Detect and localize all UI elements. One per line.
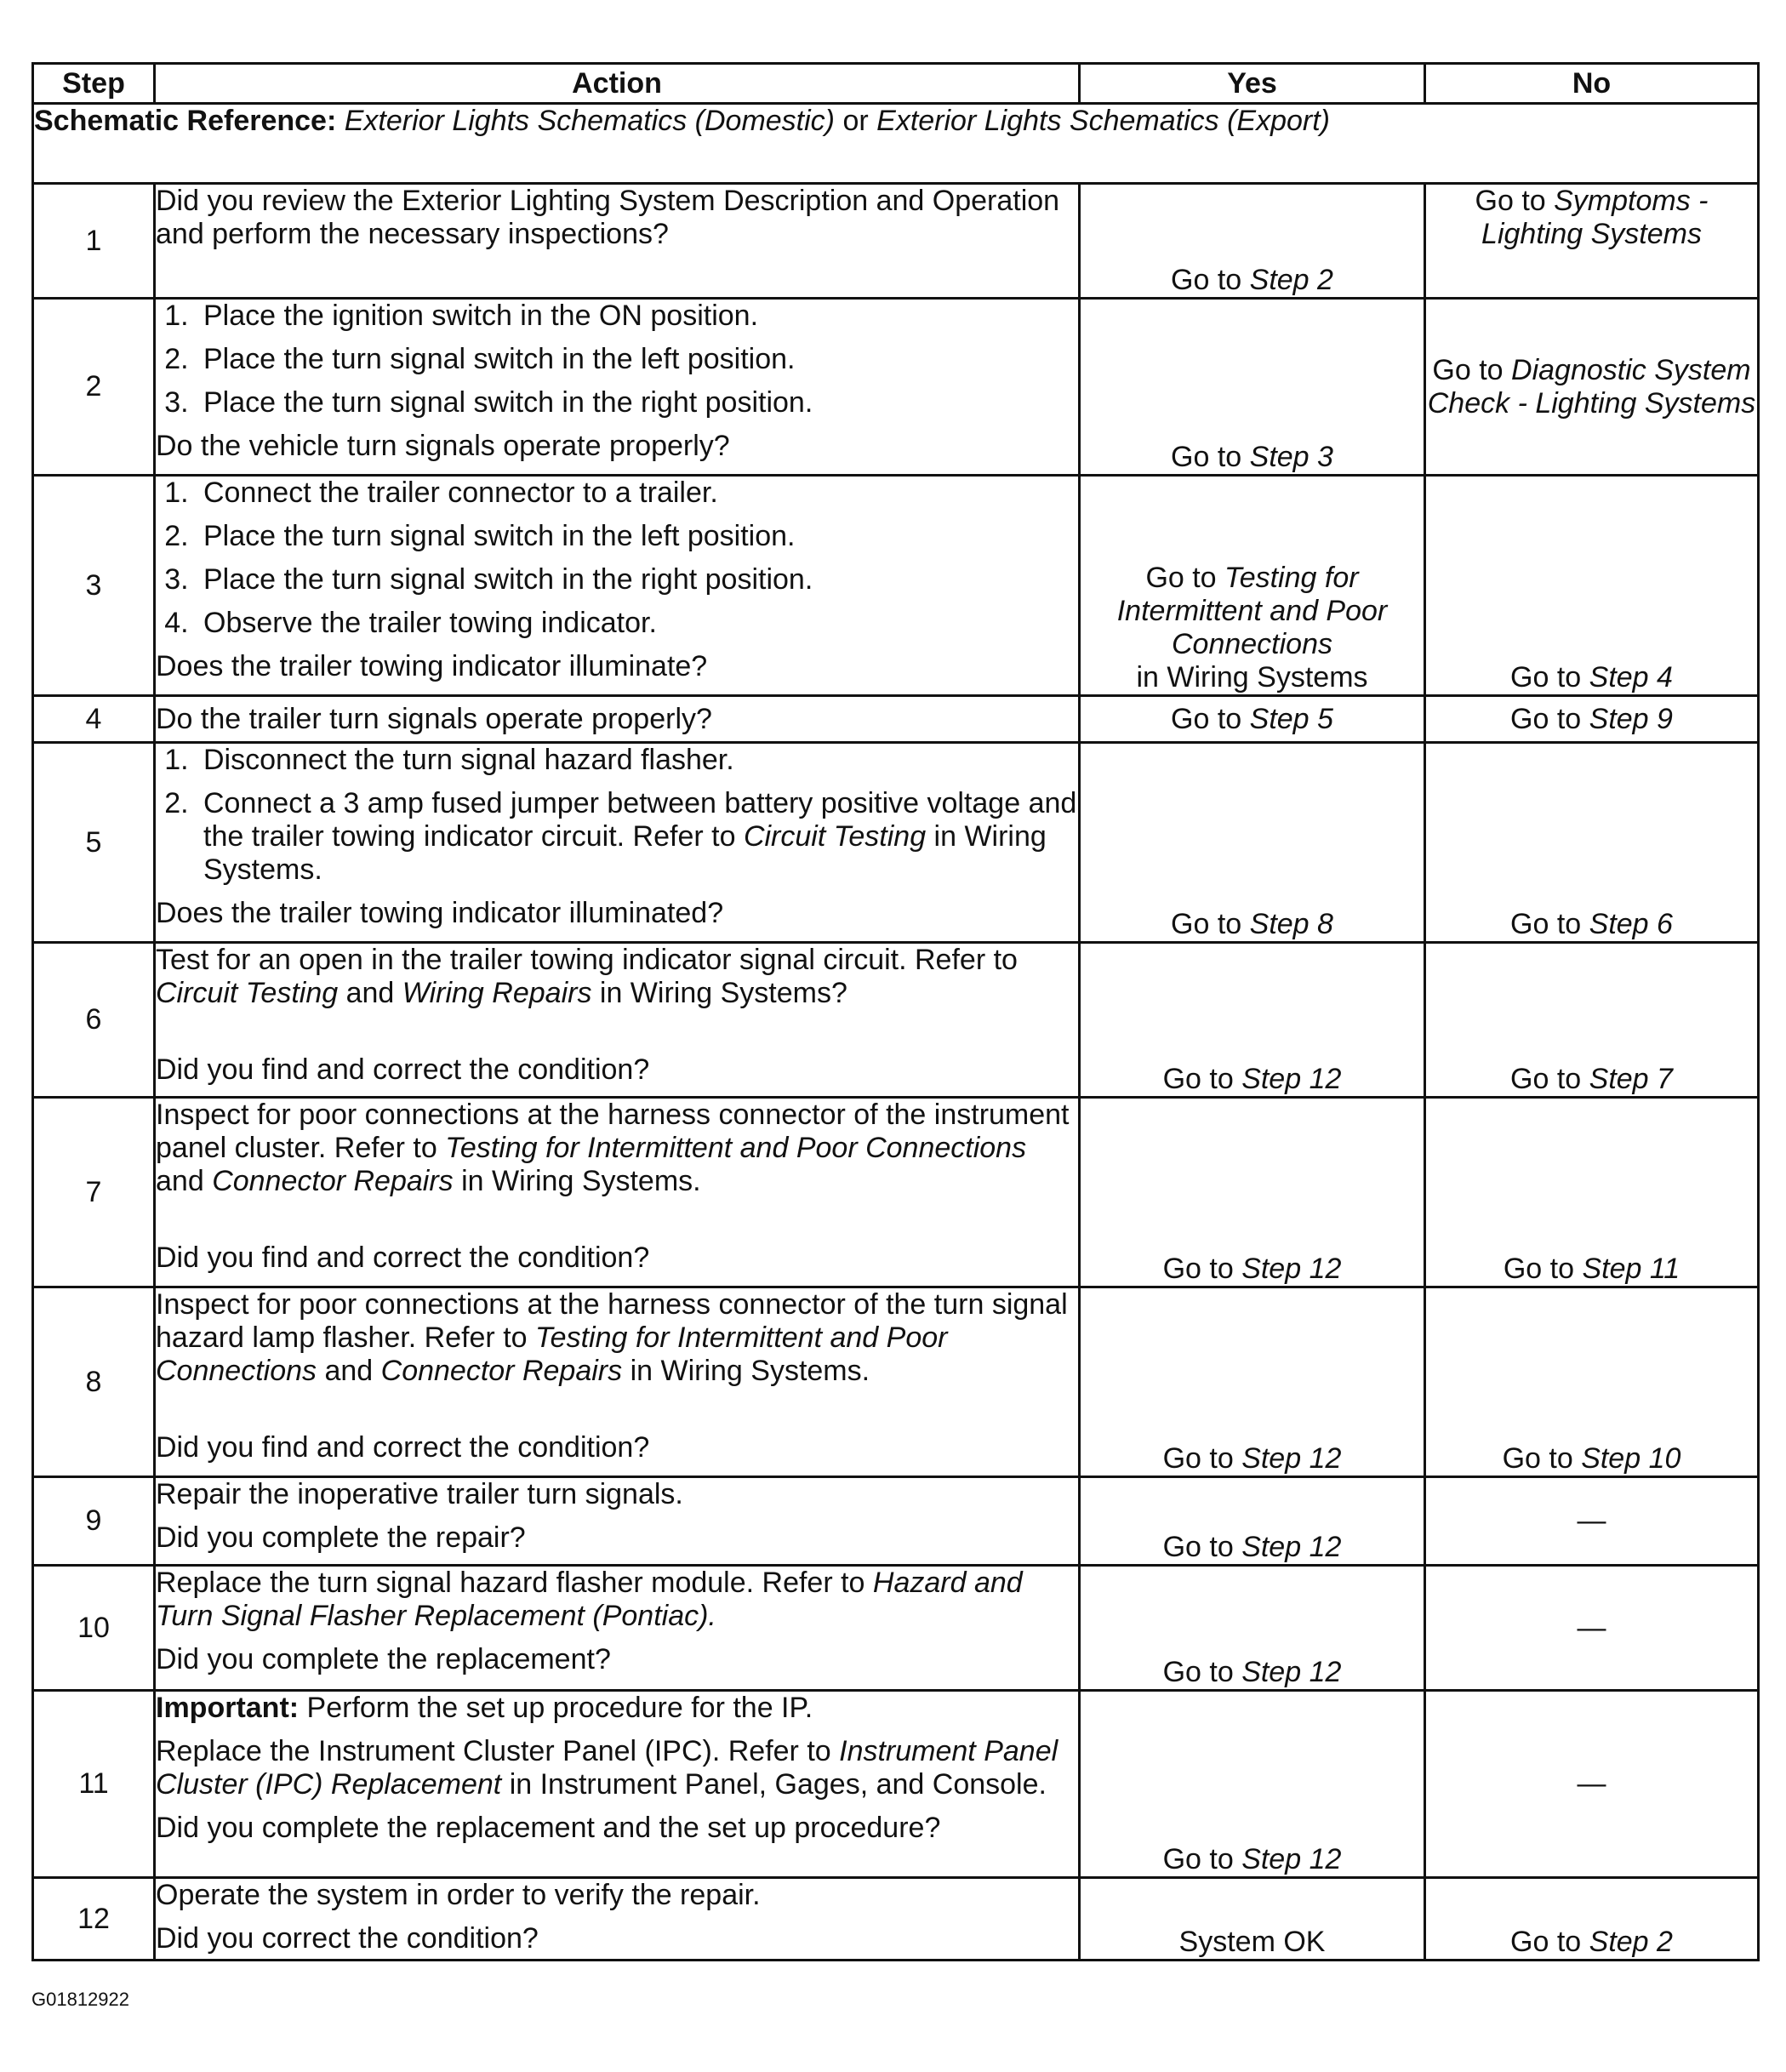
action-cell bbox=[155, 1566, 1080, 1691]
goto-prefix: Go to bbox=[1171, 441, 1250, 473]
step-number: 8 bbox=[33, 1287, 155, 1477]
yes-cell bbox=[1080, 1477, 1425, 1566]
no-cell bbox=[1425, 476, 1759, 696]
action-text-part: Inspect for poor connections at the harness connector of the turn signal hazard lamp flasher. Refer to bbox=[156, 1288, 1068, 1354]
goto-prefix: Go to bbox=[1162, 1063, 1242, 1095]
step-number: 12 bbox=[33, 1878, 155, 1961]
action-cell bbox=[155, 696, 1080, 743]
action-ref: Wiring Repairs bbox=[402, 977, 592, 1009]
important-note bbox=[156, 1692, 1078, 1725]
step-number: 6 bbox=[33, 943, 155, 1098]
action-ref: Connector Repairs bbox=[212, 1165, 454, 1197]
action-text bbox=[156, 944, 1078, 1010]
header-action: Action bbox=[155, 64, 1080, 104]
important-label: Important: bbox=[156, 1692, 300, 1724]
goto-prefix: Go to bbox=[1162, 1843, 1242, 1875]
action-list-item: 1. Disconnect the turn signal hazard flasher. bbox=[197, 744, 1078, 777]
action-text-part: and bbox=[317, 1355, 381, 1387]
goto-prefix: Go to bbox=[1510, 1063, 1589, 1095]
action-text-part: and bbox=[338, 977, 402, 1009]
dash: — bbox=[1577, 1504, 1606, 1537]
yes-step-ref: Step 5 bbox=[1249, 702, 1333, 735]
action-list-item: 2. Place the turn signal switch in the left position. bbox=[197, 520, 1078, 553]
action-list-item bbox=[197, 787, 1078, 887]
yes-step-ref: Step 12 bbox=[1241, 1442, 1342, 1475]
step-number: 1 bbox=[33, 184, 155, 299]
step-number: 5 bbox=[33, 743, 155, 943]
table-row bbox=[33, 1566, 1759, 1691]
table-row bbox=[33, 184, 1759, 299]
table-row bbox=[33, 1477, 1759, 1566]
yes-ref: Testing for Intermittent and Poor Connections bbox=[1116, 562, 1388, 660]
action-cell bbox=[155, 1691, 1080, 1878]
action-cell bbox=[155, 943, 1080, 1098]
no-cell bbox=[1425, 1878, 1759, 1961]
dash: — bbox=[1577, 1611, 1606, 1644]
no-cell bbox=[1425, 1477, 1759, 1566]
table-row bbox=[33, 743, 1759, 943]
yes-step-ref: Step 12 bbox=[1241, 1843, 1342, 1875]
action-text-part: in Wiring Systems. bbox=[453, 1165, 701, 1197]
action-text-part: Inspect for poor connections at the harness connector of the instrument panel cluster. Refer to bbox=[156, 1099, 1070, 1164]
goto-prefix: Go to bbox=[1510, 702, 1589, 735]
action-question: Did you find and correct the condition? bbox=[156, 1241, 650, 1274]
action-question: Do the vehicle turn signals operate properly? bbox=[156, 430, 730, 462]
yes-cell bbox=[1080, 1098, 1425, 1287]
goto-prefix: Go to bbox=[1510, 908, 1589, 940]
step-number: 2 bbox=[33, 299, 155, 476]
action-list bbox=[156, 744, 1078, 887]
diagnostic-table-container bbox=[31, 62, 1757, 1961]
goto-prefix: Go to bbox=[1162, 1253, 1242, 1285]
table-row bbox=[33, 476, 1759, 696]
action-question: Did you find and correct the condition? bbox=[156, 1431, 650, 1464]
spacer bbox=[156, 1020, 1078, 1053]
action-text bbox=[156, 1735, 1078, 1801]
yes-cell bbox=[1080, 1287, 1425, 1477]
action-list-item: 3. Place the turn signal switch in the right position. bbox=[197, 563, 1078, 596]
no-step-ref: Step 11 bbox=[1582, 1253, 1680, 1285]
action-text-part: Replace the Instrument Cluster Panel (IPC). Refer to bbox=[156, 1735, 840, 1767]
action-question: Did you correct the condition? bbox=[156, 1922, 539, 1955]
action-cell bbox=[155, 299, 1080, 476]
no-step-ref: Step 4 bbox=[1589, 661, 1673, 694]
action-list-item: 3. Place the turn signal switch in the right position. bbox=[197, 386, 1078, 420]
goto-prefix: Go to bbox=[1171, 264, 1250, 296]
no-step-ref: Step 7 bbox=[1589, 1063, 1673, 1095]
action-list-item: 1. Connect the trailer connector to a trailer. bbox=[197, 477, 1078, 510]
yes-step-ref: Step 12 bbox=[1241, 1531, 1342, 1563]
yes-step-ref: Step 12 bbox=[1241, 1656, 1342, 1688]
spacer bbox=[156, 1398, 1078, 1431]
goto-prefix: Go to bbox=[1510, 661, 1589, 694]
diagnostic-table bbox=[31, 62, 1760, 1961]
no-cell bbox=[1425, 184, 1759, 299]
yes-result: System OK bbox=[1178, 1926, 1326, 1958]
schematic-label: Schematic Reference: bbox=[34, 105, 337, 137]
table-row bbox=[33, 299, 1759, 476]
action-ref: Testing for Intermittent and Poor Connections bbox=[445, 1132, 1027, 1164]
table-header-row bbox=[33, 64, 1759, 104]
action-text-part: in Wiring Systems. bbox=[622, 1355, 870, 1387]
action-cell bbox=[155, 1477, 1080, 1566]
action-text: Operate the system in order to verify the repair. bbox=[156, 1879, 761, 1911]
header-step: Step bbox=[33, 64, 155, 104]
table-row bbox=[33, 943, 1759, 1098]
yes-step-ref: Step 12 bbox=[1241, 1063, 1342, 1095]
action-cell bbox=[155, 476, 1080, 696]
action-text: Repair the inoperative trailer turn signals. bbox=[156, 1478, 683, 1510]
action-list-item: 4. Observe the trailer towing indicator. bbox=[197, 607, 1078, 640]
goto-prefix: Go to bbox=[1162, 1656, 1242, 1688]
no-cell bbox=[1425, 1566, 1759, 1691]
action-question: Did you complete the repair? bbox=[156, 1521, 526, 1554]
action-text: in Wiring Systems. bbox=[203, 820, 1047, 886]
no-step-ref: Step 9 bbox=[1589, 702, 1673, 735]
no-cell bbox=[1425, 1098, 1759, 1287]
header-no: No bbox=[1425, 64, 1759, 104]
action-text: Did you review the Exterior Lighting System Description and Operation and perform the necessary inspections? bbox=[156, 185, 1060, 250]
step-number: 7 bbox=[33, 1098, 155, 1287]
action-question: Does the trailer towing indicator illuminated? bbox=[156, 897, 724, 929]
action-text-part: Replace the turn signal hazard flasher module. Refer to bbox=[156, 1567, 873, 1599]
action-cell bbox=[155, 743, 1080, 943]
yes-cell bbox=[1080, 696, 1425, 743]
spacer bbox=[156, 1208, 1078, 1241]
yes-cell bbox=[1080, 1691, 1425, 1878]
yes-cell bbox=[1080, 943, 1425, 1098]
action-text-part: in Instrument Panel, Gages, and Console. bbox=[501, 1768, 1047, 1801]
no-step-ref: Step 2 bbox=[1589, 1926, 1673, 1958]
action-ref: Instrument Panel Cluster (IPC) Replacement bbox=[156, 1735, 1058, 1801]
action-question: Did you find and correct the condition? bbox=[156, 1053, 650, 1086]
goto-prefix: Go to bbox=[1171, 702, 1250, 735]
yes-cell bbox=[1080, 184, 1425, 299]
action-question: Do the trailer turn signals operate properly? bbox=[156, 702, 712, 735]
no-cell bbox=[1425, 943, 1759, 1098]
goto-prefix: Go to bbox=[1432, 353, 1512, 386]
no-ref: Diagnostic System Check - Lighting Systems bbox=[1427, 353, 1756, 420]
schematic-ref-domestic: Exterior Lights Schematics (Domestic) bbox=[344, 105, 836, 137]
action-cell bbox=[155, 1878, 1080, 1961]
action-list bbox=[156, 300, 1078, 420]
yes-cell bbox=[1080, 1566, 1425, 1691]
no-step-ref: Step 10 bbox=[1581, 1442, 1681, 1475]
action-cell bbox=[155, 1098, 1080, 1287]
table-row bbox=[33, 1691, 1759, 1878]
dash: — bbox=[1577, 1767, 1606, 1800]
yes-step-ref: Step 12 bbox=[1241, 1253, 1342, 1285]
no-cell bbox=[1425, 1691, 1759, 1878]
no-step-ref: Step 6 bbox=[1589, 908, 1673, 940]
yes-cell bbox=[1080, 299, 1425, 476]
schematic-reference-row bbox=[33, 104, 1759, 184]
action-text bbox=[156, 1099, 1078, 1198]
action-cell bbox=[155, 1287, 1080, 1477]
action-list-item: 2. Place the turn signal switch in the left position. bbox=[197, 343, 1078, 376]
goto-prefix: Go to bbox=[1162, 1442, 1242, 1475]
step-number: 11 bbox=[33, 1691, 155, 1878]
action-list-item: 1. Place the ignition switch in the ON position. bbox=[197, 300, 1078, 333]
table-row bbox=[33, 1878, 1759, 1961]
step-number: 3 bbox=[33, 476, 155, 696]
action-list bbox=[156, 477, 1078, 640]
no-cell bbox=[1425, 743, 1759, 943]
action-question: Does the trailer towing indicator illuminate? bbox=[156, 650, 708, 682]
action-ref: Testing for Intermittent and Poor Connections bbox=[156, 1321, 948, 1387]
no-cell bbox=[1425, 1287, 1759, 1477]
yes-cell bbox=[1080, 743, 1425, 943]
action-ref: Circuit Testing bbox=[156, 977, 339, 1009]
schematic-reference bbox=[33, 104, 1759, 184]
action-question: Did you complete the replacement? bbox=[156, 1643, 611, 1675]
action-text-part: in Wiring Systems? bbox=[591, 977, 847, 1009]
yes-cell bbox=[1080, 1878, 1425, 1961]
yes-cell bbox=[1080, 476, 1425, 696]
table-row bbox=[33, 1098, 1759, 1287]
no-cell bbox=[1425, 299, 1759, 476]
important-text: Perform the set up procedure for the IP. bbox=[299, 1692, 813, 1724]
schematic-ref-export: Exterior Lights Schematics (Export) bbox=[876, 105, 1330, 137]
schematic-or: or bbox=[835, 105, 877, 137]
goto-prefix: Go to bbox=[1502, 1442, 1582, 1475]
step-number: 9 bbox=[33, 1477, 155, 1566]
action-text bbox=[156, 1567, 1078, 1633]
step-number: 10 bbox=[33, 1566, 155, 1691]
table-row bbox=[33, 696, 1759, 743]
goto-prefix: Go to bbox=[1145, 562, 1225, 594]
action-question: Did you complete the replacement and the set up procedure? bbox=[156, 1812, 941, 1844]
action-text-part: and bbox=[156, 1165, 213, 1197]
goto-prefix: Go to bbox=[1171, 908, 1250, 940]
no-ref: Symptoms - Lighting Systems bbox=[1481, 185, 1709, 250]
header-yes: Yes bbox=[1080, 64, 1425, 104]
yes-step-ref: Step 8 bbox=[1249, 908, 1333, 940]
action-text: Connect a 3 amp fused jumper between battery positive voltage and the trailer towing indicator circuit. Refer to bbox=[203, 787, 1077, 853]
no-cell bbox=[1425, 696, 1759, 743]
step-number: 4 bbox=[33, 696, 155, 743]
goto-prefix: Go to bbox=[1503, 1253, 1583, 1285]
action-text-part: Test for an open in the trailer towing indicator signal circuit. Refer to bbox=[156, 944, 1018, 976]
goto-prefix: Go to bbox=[1475, 185, 1555, 217]
table-row bbox=[33, 1287, 1759, 1477]
figure-code: G01812922 bbox=[31, 1989, 129, 2010]
action-ref: Circuit Testing bbox=[743, 820, 927, 853]
action-text bbox=[156, 1288, 1078, 1388]
yes-step-ref: Step 3 bbox=[1249, 441, 1333, 473]
yes-step-ref: Step 2 bbox=[1249, 264, 1333, 296]
action-cell bbox=[155, 184, 1080, 299]
action-ref: Hazard and Turn Signal Flasher Replacement (Pontiac). bbox=[156, 1567, 1023, 1632]
action-ref: Connector Repairs bbox=[380, 1355, 623, 1387]
goto-prefix: Go to bbox=[1510, 1926, 1589, 1958]
yes-ref-suffix: in Wiring Systems bbox=[1136, 661, 1368, 694]
goto-prefix: Go to bbox=[1162, 1531, 1242, 1563]
